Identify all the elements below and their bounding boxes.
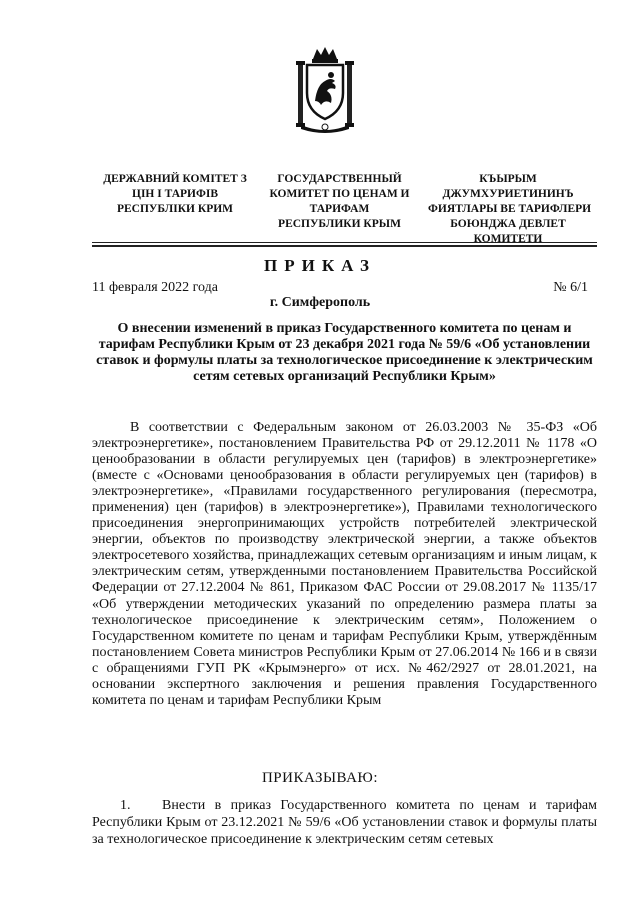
document-city: г. Симферополь xyxy=(269,295,371,310)
header-russian-line: ТАРИФАМ xyxy=(309,203,370,215)
header-russian xyxy=(262,172,417,232)
document-type-title: ПРИКАЗ xyxy=(264,256,376,275)
header-crimean-tatar-line: БОЮНДЖА ДЕВЛЕТ xyxy=(450,218,566,230)
order-heading: ПРИКАЗЫВАЮ: xyxy=(261,770,379,786)
document-subject: О внесении изменений в приказ Государственного комитета по ценам и тарифам Республики Крым от 23 декабря 2021 года № 59/6 «Об установлении ставок и формулы платы за технологическое присоединение к электрическим сетям сетевых организаций Республики Крым» xyxy=(96,321,593,384)
header-russian-line: КОМИТЕТ ПО ЦЕНАМ И xyxy=(269,188,410,200)
header-crimean-tatar-line: КОМИТЕТИ xyxy=(473,233,543,245)
header-divider-thin xyxy=(92,242,597,243)
order-item-number: 1. xyxy=(120,798,131,813)
document-date: 11 февраля 2022 года xyxy=(92,280,218,295)
header-russian-line: РЕСПУБЛИКИ КРЫМ xyxy=(278,218,401,230)
header-ukrainian-line: РЕСПУБЛІКИ КРИМ xyxy=(116,203,234,215)
header-ukrainian xyxy=(95,172,255,217)
header-crimean-tatar-line: КЪЫРЫМ xyxy=(479,173,537,185)
header-crimean-tatar-line: ДЖУМХУРИЕТИНИНЪ xyxy=(442,188,574,200)
header-crimean-tatar-line: ФИЯТЛАРЫ ВЕ ТАРИФЛЕРИ xyxy=(428,203,592,215)
document-preamble: В соответствии с Федеральным законом от 26.03.2003 № 35-ФЗ «Об электроэнергетике», постановлением Правительства РФ от 29.12.2011 № 1178 «О ценообразовании в области регулируемых цен (тарифов) в электроэнергетике» (вместе с «Основами ценообразования в области регулируемых цен (тарифов) в электроэнергетике», «Правилами государственного регулирования (пересмотра, применения) цен (тарифов) в электроэнергетике»), Правилами технологического присоединения энергопринимающих устройств потребителей электрической энергии, объектов по производству электрической энергии, а также объектов электросетевого хозяйства, принадлежащих сетевым организациям и иным лицам, к электрическим сетям, утвержденными постановлением Правительства Российской Федерации от 27.12.2004 № 861, Приказом ФАС России от 29.08.2017 № 1135/17 «Об утверждении методических указаний по определению размера платы за технологическое присоединение к электрическим сетям», Положением о Государственном комитете по ценам и тарифам Республики Крым, утверждённым постановлением Совета министров Республики Крым от 27.06.2014 № 166 и в связи с обращениями ГУП РК «Крымэнерго» от исх. №462/2927 от 28.01.2021, на основании экспертного заключения и решения правления Государственного комитета по ценам и тарифам Республики Крым xyxy=(92,420,597,708)
header-ukrainian-line: ЦІН І ТАРИФІВ xyxy=(132,188,218,200)
crimea-coat-of-arms-icon xyxy=(295,45,355,133)
header-ukrainian-line: ДЕРЖАВНИЙ КОМІТЕТ З xyxy=(103,173,247,185)
header-russian-line: ГОСУДАРСТВЕННЫЙ xyxy=(277,173,402,185)
order-item-1 xyxy=(92,797,597,848)
order-item-text: Внести в приказ Государственного комитета по ценам и тарифам Республики Крым от 23.12.2021 № 59/6 «Об установлении ставок и формулы платы за технологическое присоединение к электрическим сетям сетевых xyxy=(92,798,597,847)
header-crimean-tatar xyxy=(428,172,592,247)
document-number: № 6/1 xyxy=(553,280,588,295)
header-divider-thick xyxy=(92,245,597,247)
